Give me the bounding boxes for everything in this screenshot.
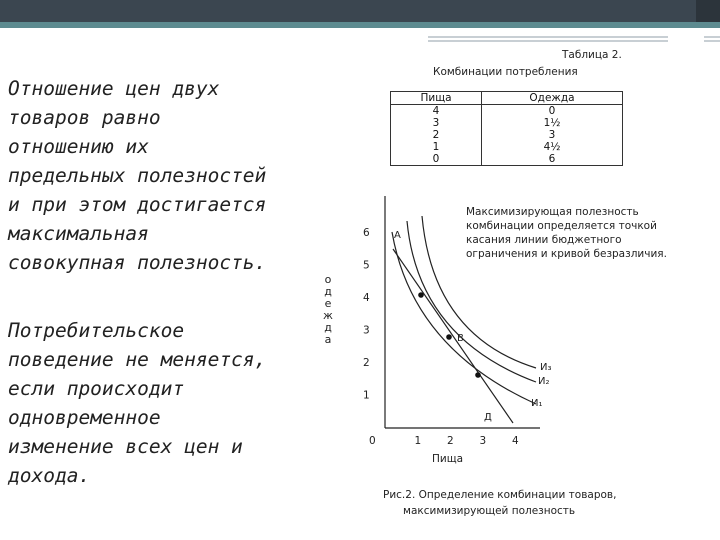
table-cell: 4 bbox=[391, 105, 482, 118]
point-label-d: Д bbox=[484, 412, 492, 423]
x-tick-label: 2 bbox=[447, 435, 454, 447]
x-axis-label: Пища bbox=[432, 453, 464, 465]
tangency-point bbox=[418, 292, 424, 298]
table-cell: 0 bbox=[391, 153, 482, 166]
y-tick-label: 4 bbox=[363, 292, 370, 304]
point-label-a: А bbox=[394, 230, 401, 241]
y-tick-label: 6 bbox=[363, 227, 370, 239]
x-tick-label: 1 bbox=[414, 435, 422, 447]
table-cell: 3 bbox=[391, 117, 482, 129]
table-cell: 1 bbox=[391, 141, 482, 153]
x-tick-label: 3 bbox=[479, 435, 487, 447]
curve-label-i2: И₂ bbox=[538, 376, 550, 387]
table-header-clothing: Одежда bbox=[482, 92, 623, 105]
table-cell: 2 bbox=[391, 129, 482, 141]
x-tick-label: 4 bbox=[512, 435, 519, 447]
table-number: Таблица 2. bbox=[562, 49, 622, 61]
y-axis-label: о д е ж д а bbox=[323, 273, 333, 346]
table-cell: 6 bbox=[482, 153, 623, 166]
y-tick-label: 5 bbox=[363, 259, 370, 272]
budget-line bbox=[393, 249, 513, 423]
table-title: Комбинации потребления bbox=[433, 66, 578, 78]
figure-description: Максимизирующая полезность комбинации определяется точкой касания линии бюджетного ограничения и кривой безразличия. bbox=[466, 206, 667, 260]
y-tick-label: 2 bbox=[363, 357, 370, 369]
x-tick-label: 0 bbox=[369, 435, 376, 447]
table-cell: 3 bbox=[482, 129, 623, 141]
y-tick-label: 1 bbox=[363, 389, 370, 402]
point-label-b: В bbox=[457, 333, 464, 344]
y-tick-label: 3 bbox=[363, 324, 370, 337]
curve-label-i1: И₁ bbox=[531, 398, 543, 409]
paragraph-price-ratio: Отношение цен двух товаров равно отношению их предельных полезностей и при этом достигается максимальная совокупная полезность. bbox=[8, 77, 267, 274]
curve-label-i3: И₃ bbox=[540, 362, 552, 373]
table-header-food: Пища bbox=[391, 92, 482, 105]
paragraph-consumer-behavior: Потребительское поведение не меняется, если происходит одновременное изменение всех цен и дохода. bbox=[8, 319, 267, 487]
table-cell: 4½ bbox=[482, 141, 623, 153]
indifference-curve-3 bbox=[422, 216, 536, 368]
table-cell: 0 bbox=[482, 105, 623, 118]
table-cell: 1½ bbox=[482, 117, 623, 129]
figure-caption: Рис.2. Определение комбинации товаров, максимизирующей полезность bbox=[383, 489, 617, 517]
tangency-point bbox=[475, 372, 481, 378]
tangency-point bbox=[446, 334, 452, 340]
